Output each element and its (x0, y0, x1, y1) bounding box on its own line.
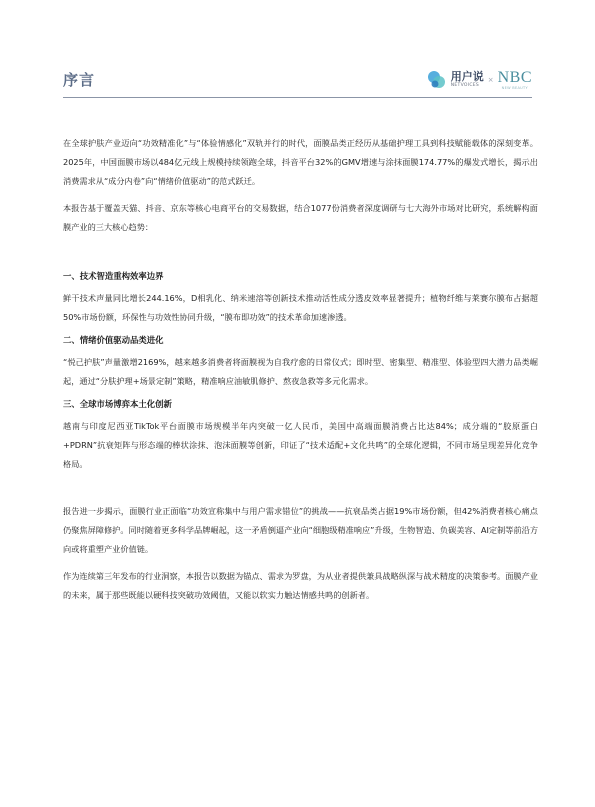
trend-heading-3: 三、全球市场博弈本土化创新 (63, 399, 172, 409)
logo-user-subtext: NETVOICES (450, 83, 480, 89)
logo-nbc-subtext: NEW BEAUTY (501, 85, 528, 90)
trend-heading-2: 二、情绪价值驱动品类进化 (63, 335, 164, 345)
closing-paragraph-1: 报告进一步揭示，面膜行业正面临“功效宣称集中与用户需求错位”的挑战——抗衰品类占据19%市场份额，但42%消费者核心痛点仍聚焦屏障修护。同时随着更多科学品牌崛起，这一矛盾倒逼产业向“细胞级精准响应”升级，生物智造、负碳美容、AI定制等前沿方向或将重塑产业价值链。 (63, 506, 539, 554)
trend-heading-1: 一、技术智造重构效率边界 (63, 271, 164, 281)
brand-logos (426, 66, 532, 94)
trend-text-3: 越南与印度尼西亚TikTok平台面膜市场规模半年内突破一亿人民币，美国中高端面膜消费占比达84%；成分端的“胶原蛋白+PDRN”抗衰矩阵与形态端的棒状涂抹、泡沫面膜等创新，印证了“技术适配+文化共鸣”的全球化逻辑，不同市场呈现差异化竞争格局。 (63, 421, 538, 469)
logo-nbc-text: NBC (497, 68, 532, 86)
logo-user-text: 用户说 (450, 70, 484, 84)
netvoices-logo-icon (426, 69, 448, 91)
preface-body (63, 134, 538, 605)
trend-text-2: “悦己护肤”声量激增2169%，越来越多消费者将面膜视为自我疗愈的日常仪式；即时型、密集型、精准型、体验型四大潜力品类崛起，通过“分肤护理+场景定制”策略，精准响应油敏肌修护、熬夜急救等多元化需求。 (63, 357, 538, 386)
header-divider (63, 97, 532, 98)
logo-separator: × (487, 76, 494, 84)
intro-paragraph-1: 在全球护肤产业迈向“功效精准化”与“体验情感化”双轨并行的时代，面膜品类正经历从基础护理工具到科技赋能载体的深刻变革。2025年，中国面膜市场以484亿元线上规模持续领跑全球，抖音平台32%的GMV增速与涂抹面膜174.77%的爆发式增长，揭示出消费需求从“成分内卷”向“情绪价值驱动”的范式跃迁。 (63, 138, 538, 186)
page-title: 序言 (63, 71, 96, 89)
intro-paragraph-2: 本报告基于覆盖天猫、抖音、京东等核心电商平台的交易数据，结合1077份消费者深度调研与七大海外市场对比研究，系统解构面膜产业的三大核心趋势： (63, 203, 538, 232)
trend-text-1: 鲜干技术声量同比增长244.16%，D相乳化、纳米速溶等创新技术推动活性成分透皮效率显著提升；植物纤维与莱赛尔膜布占据超50%市场份额，环保性与功效性协同升级，“膜布即功效”的技术革命加速渗透。 (63, 293, 538, 322)
closing-paragraph-2: 作为连续第三年发布的行业洞察，本报告以数据为锚点、需求为罗盘，为从业者提供兼具战略纵深与战术精度的决策参考。面膜产业的未来，属于那些既能以硬科技突破功效阈值，又能以软实力触达情感共鸣的创新者。 (63, 571, 538, 600)
